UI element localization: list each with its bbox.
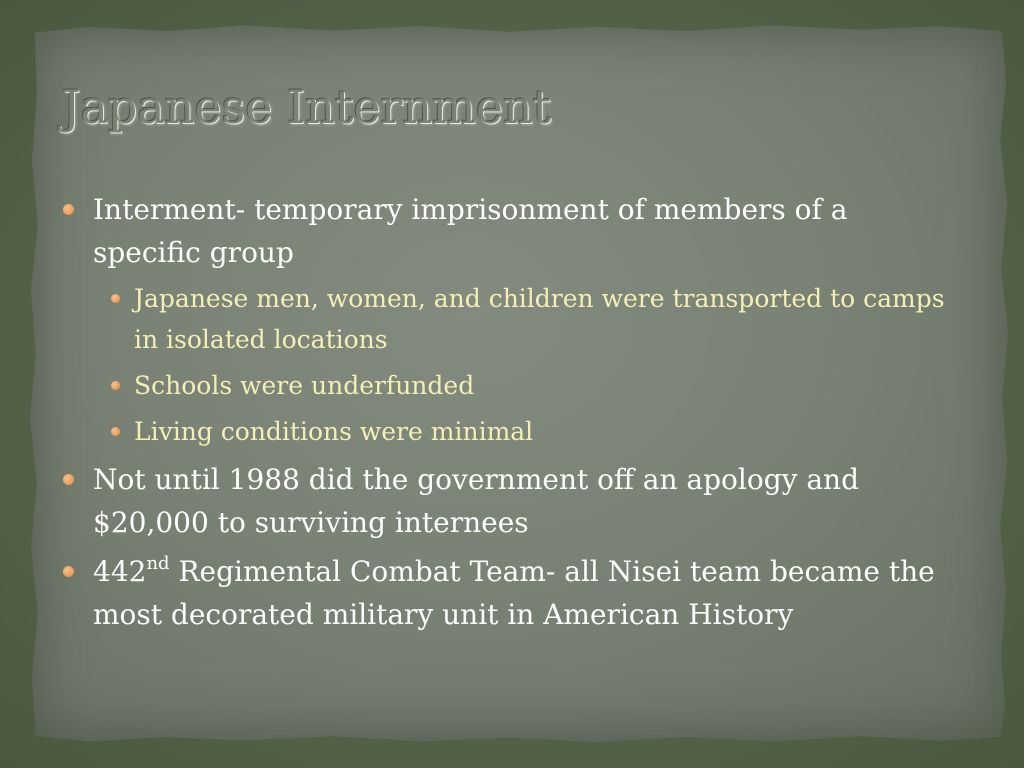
bullet-prefix: 442 bbox=[93, 555, 147, 588]
sub-bullet-item bbox=[93, 278, 962, 360]
sub-bullet-text: Schools were underfunded bbox=[134, 371, 475, 400]
sub-bullet-dot-icon bbox=[111, 294, 120, 303]
sub-bullet-item bbox=[93, 365, 962, 406]
bullet-dot-icon bbox=[63, 204, 74, 215]
bullet-list bbox=[62, 188, 962, 636]
bullet-item-internment bbox=[62, 188, 962, 452]
bullet-text: Not until 1988 did the government off an apology and $20,000 to surviving internees bbox=[93, 463, 860, 539]
sub-bullet-list bbox=[93, 278, 962, 452]
ordinal-superscript: nd bbox=[146, 553, 170, 574]
bullet-item-442nd bbox=[62, 550, 962, 636]
bullet-dot-icon bbox=[63, 474, 74, 485]
bullet-dot-icon bbox=[63, 566, 74, 577]
slide-content bbox=[62, 188, 962, 642]
bullet-item-apology bbox=[62, 458, 962, 544]
sub-bullet-text: Japanese men, women, and children were transported to camps in isolated locations bbox=[134, 284, 945, 354]
slide-title: Japanese Internment bbox=[62, 80, 552, 134]
sub-bullet-text: Living conditions were minimal bbox=[134, 417, 534, 446]
sub-bullet-item bbox=[93, 411, 962, 452]
sub-bullet-dot-icon bbox=[111, 381, 120, 390]
bullet-text: Regimental Combat Team- all Nisei team became the most decorated military unit in American History bbox=[93, 555, 935, 631]
sub-bullet-dot-icon bbox=[111, 427, 120, 436]
bullet-text: Interment- temporary imprisonment of members of a specific group bbox=[93, 193, 848, 269]
